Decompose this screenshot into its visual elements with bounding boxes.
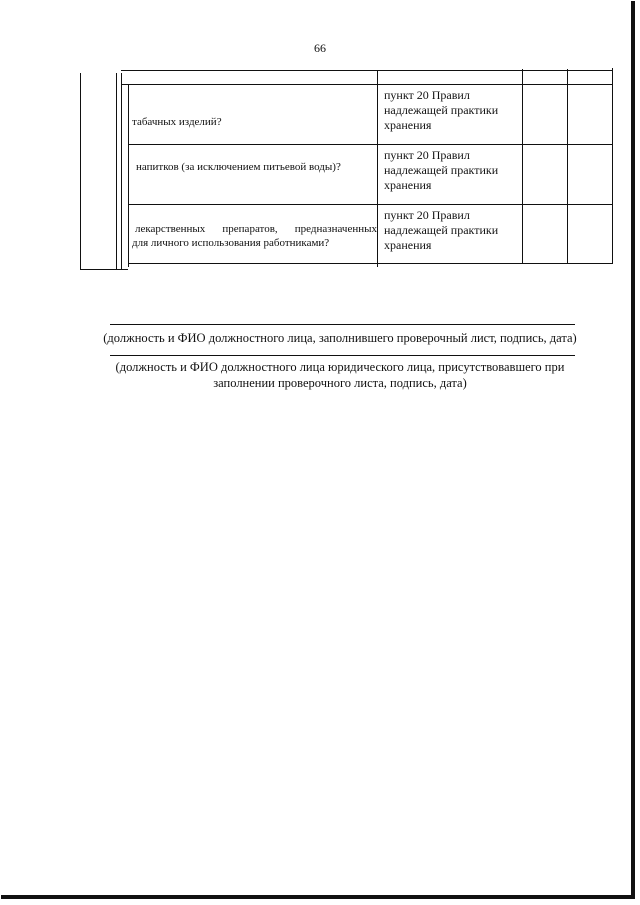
table-column-divider [128,84,129,267]
table-row-divider [128,204,613,205]
table-column-divider [116,73,117,270]
table-bottom-border [80,269,128,270]
table-left-border [80,73,81,270]
inspector-signature-line [110,324,575,325]
table-row-divider [128,263,613,264]
table-row-divider [128,144,613,145]
table-top-border [121,70,613,71]
inspector-signature-caption: (должность и ФИО должностного лица, заполнившего проверочный лист, подпись, дата) [103,331,577,345]
table-column-divider [377,70,378,267]
reference-cell: пункт 20 Правил надлежащей практики хранения [384,88,499,132]
table-column-divider [522,69,523,263]
representative-signature-caption-line: (должность и ФИО должностного лица юридического лица, присутствовавшего при [115,360,565,374]
page-border [1,1,635,899]
question-cell-line: лекарственных препаратов, предназначенных [135,223,377,235]
table-column-divider [121,73,122,270]
representative-signature-line [110,355,575,356]
reference-cell: пункт 20 Правил надлежащей практики хранения [384,208,499,252]
question-cell: табачных изделий? [132,116,222,128]
question-cell-line: для личного использования работниками? [132,237,330,249]
page-number: 66 [314,41,326,55]
question-cell: напитков (за исключением питьевой воды)? [136,161,341,173]
table-row-divider [121,84,613,85]
reference-cell: пункт 20 Правил надлежащей практики хранения [384,148,499,192]
table-right-border [612,68,613,263]
representative-signature-caption-line: заполнении проверочного листа, подпись, дата) [213,376,467,390]
table-column-divider [567,69,568,263]
